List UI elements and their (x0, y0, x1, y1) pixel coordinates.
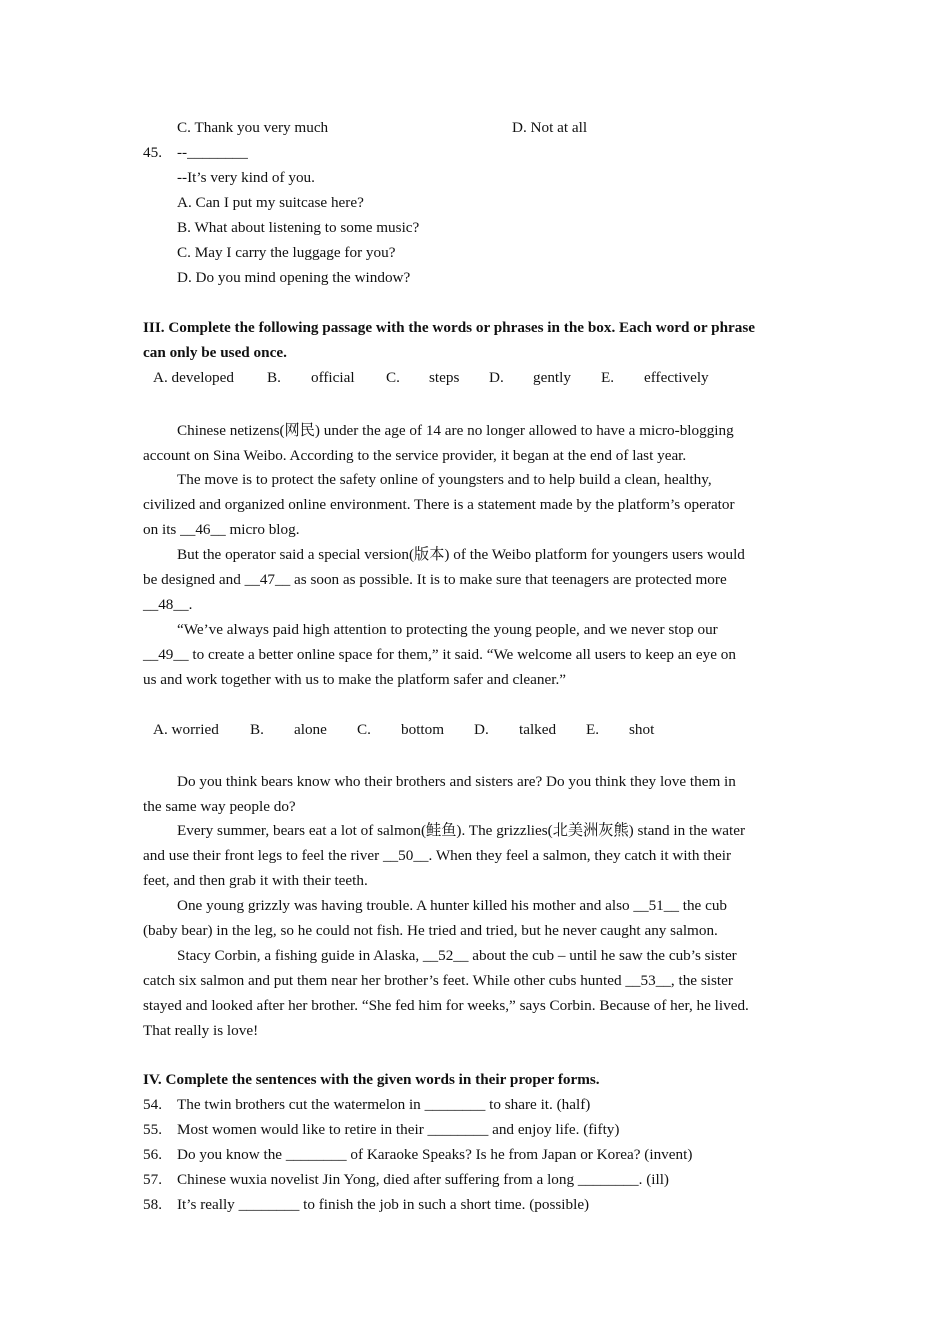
box1-word-e: effectively (644, 369, 709, 386)
q45-number: 45. (143, 144, 162, 161)
passage1-line: us and work together with us to make the platform safer and cleaner.” (143, 671, 566, 688)
passage1-line: on its __46__ micro blog. (143, 521, 300, 538)
box2-letter-c: C. (357, 721, 371, 738)
passage2-line: (baby bear) in the leg, so he could not fish. He tried and tried, but he never caught any salmon. (143, 922, 718, 939)
q44-option-c: C. Thank you very much (177, 119, 329, 136)
q54-number: 54. (143, 1096, 162, 1113)
passage1-line: __49__ to create a better online space for them,” it said. “We welcome all users to keep an eye on (143, 646, 736, 663)
passage1-line: Chinese netizens(网民) under the age of 14 are no longer allowed to have a micro-blogging (177, 422, 734, 439)
passage1-line: “We’ve always paid high attention to protecting the young people, and we never stop our (177, 621, 718, 638)
box2-option-a: A. worried (153, 721, 219, 738)
section3-heading-line1: III. Complete the following passage with the words or phrases in the box. Each word or phrase (143, 319, 756, 336)
q54-text: The twin brothers cut the watermelon in ________ to share it. (half) (177, 1096, 591, 1113)
passage2-line: Do you think bears know who their brothers and sisters are? Do you think they love them in (177, 773, 736, 790)
section4-heading: IV. Complete the sentences with the given words in their proper forms. (143, 1071, 600, 1088)
box1-option-a: A. developed (153, 369, 234, 386)
box2-word-b: alone (294, 721, 327, 738)
passage1-line: __48__. (143, 596, 193, 613)
word-box-1 (0, 368, 950, 388)
passage2-line: One young grizzly was having trouble. A hunter killed his mother and also __51__ the cub (177, 897, 728, 914)
box2-letter-d: D. (474, 721, 489, 738)
passage1-line: The move is to protect the safety online of youngsters and to help build a clean, healthy, (177, 471, 712, 488)
q45-option-b: B. What about listening to some music? (177, 219, 420, 236)
box2-word-c: bottom (401, 721, 445, 738)
passage1-line: be designed and __47__ as soon as possible. It is to make sure that teenagers are protected more (143, 571, 727, 588)
box2-letter-b: B. (250, 721, 264, 738)
q56-number: 56. (143, 1146, 162, 1163)
q57-number: 57. (143, 1171, 162, 1188)
q45-option-c: C. May I carry the luggage for you? (177, 244, 396, 261)
passage2-line: catch six salmon and put them near her brother’s feet. While other cubs hunted __53__, the sister (143, 972, 733, 989)
box1-letter-c: C. (386, 369, 400, 386)
box1-word-b: official (311, 369, 355, 386)
box2-word-d: talked (519, 721, 557, 738)
box1-word-c: steps (429, 369, 460, 386)
passage2-line: That really is love! (143, 1022, 259, 1039)
q44-option-d: D. Not at all (512, 119, 588, 136)
passage2-line: Every summer, bears eat a lot of salmon(鲑鱼). The grizzlies(北美洲灰熊) stand in the water (177, 822, 746, 839)
box1-letter-e: E. (601, 369, 615, 386)
q55-text: Most women would like to retire in their ________ and enjoy life. (fifty) (177, 1121, 620, 1138)
passage1-line: But the operator said a special version(版本) of the Weibo platform for youngers users would (177, 546, 745, 563)
passage2-line: the same way people do? (143, 798, 296, 815)
q45-option-a: A. Can I put my suitcase here? (177, 194, 364, 211)
q58-text: It’s really ________ to finish the job in such a short time. (possible) (177, 1196, 590, 1213)
box2-letter-e: E. (586, 721, 600, 738)
q55-number: 55. (143, 1121, 162, 1138)
passage1-line: account on Sina Weibo. According to the service provider, it began at the end of last year. (143, 447, 687, 464)
q57-text: Chinese wuxia novelist Jin Yong, died after suffering from a long ________. (ill) (177, 1171, 669, 1188)
q45-prompt: --________ (177, 144, 248, 161)
passage2-line: feet, and then grab it with their teeth. (143, 872, 368, 889)
box2-word-e: shot (629, 721, 655, 738)
box1-letter-d: D. (489, 369, 504, 386)
q56-text: Do you know the ________ of Karaoke Speaks? Is he from Japan or Korea? (invent) (177, 1146, 693, 1163)
passage2-line: Stacy Corbin, a fishing guide in Alaska, __52__ about the cub – until he saw the cub’s sister (177, 947, 737, 964)
q58-number: 58. (143, 1196, 162, 1213)
passage1-line: civilized and organized online environment. There is a statement made by the platform’s operator (143, 496, 735, 513)
q45-reply: --It’s very kind of you. (177, 169, 315, 186)
q45-option-d: D. Do you mind opening the window? (177, 269, 411, 286)
section3-heading-line2: can only be used once. (143, 344, 287, 361)
passage2-line: and use their front legs to feel the river __50__. When they feel a salmon, they catch it with their (143, 847, 732, 864)
word-box-2 (0, 720, 950, 740)
passage2-line: stayed and looked after her brother. “She fed him for weeks,” says Corbin. Because of her, he lived. (143, 997, 749, 1014)
box1-letter-b: B. (267, 369, 281, 386)
box1-word-d: gently (533, 369, 571, 386)
